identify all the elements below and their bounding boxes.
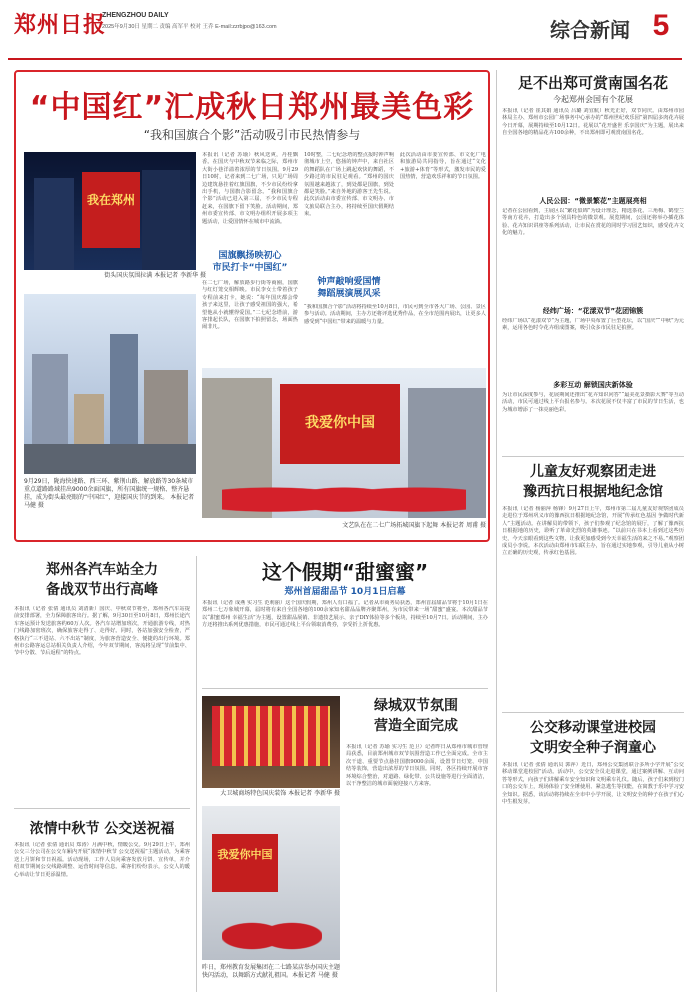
green-photo2-caption: 昨日，郑州教育发展集团在二七路某店举办国庆主题快闪活动，以舞蹈方式献礼祖国。本报记者 马健 摄: [202, 964, 341, 979]
flower-subhead-c: 多彩互动 解锁国庆新体验: [553, 381, 633, 389]
lead-subhead-a: 国旗飘扬映初心 市民打卡“中国红”: [212, 251, 288, 273]
dance-screen-text: 我爱你中国: [280, 384, 400, 464]
green-photo-caption: 大卫城商场特色国庆装饰 本报记者 李新华 摄: [220, 790, 340, 797]
screen-text: 我在郑州: [82, 172, 140, 248]
green-title: 绿城双节氛围 营造全面完成: [374, 698, 458, 734]
mid-autumn-body: 本报讯（记者 张倩 通讯员 郑涛）月满中秋，情暖公交。9月29日上午，郑州公交三分公司在公交车厢内开展“浓情中秋节 公交送祝福”主题活动，为乘客送上月饼和节日祝福。活动现场，工作人员向乘客发放月饼、宣传单，并介绍双节期间公交线路调整、运营时间等信息。乘客们纷纷表示，公交人的暖心举动让节日更添温情。: [14, 842, 190, 878]
lead-body-d: 10时整，二七纪念塔的整点报时钟声响彻城市上空，悠扬的钟声中，来自社区的舞蹈队在广场上跳起欢快的舞蹈，不少路过的市民驻足观看。“郑州的国庆氛围越来越浓了，到处都是国旗，到处都是笑脸。”来自外地的游客王先生说。此次活动由市委宣传部、市文明办、市文旅局联合主办，将持续至国庆假期结束。: [304, 152, 394, 218]
lead-photo-dance: [202, 368, 486, 518]
green-photo-flashmob: [202, 806, 340, 960]
autos-title: 郑州各汽车站全力 备战双节出行高峰: [46, 562, 158, 598]
holiday-title: 这个假期“甜蜜蜜”: [261, 560, 429, 584]
paper-english-name: ZHENGZHOU DAILY: [102, 12, 169, 19]
paper-meta: 2025年9月30日 星期二 责编 高军平 校对 王乔 E-mail:zzrbjpo@163.com: [102, 24, 277, 30]
section-name: 综合新闻: [550, 18, 630, 42]
flower-body-a: 记者在公园看到，主展区以“繁花似锦”为设计理念，精选茶花、三角梅、鹤望兰等南方花卉，打造出多个别具特色的微景观。展览期间，公园还将举办插花体验、花卉知识讲座等系列活动，让市民在赏花的同时学习园艺知识，感受花卉文化的魅力。: [502, 208, 684, 237]
lead-body-a: 本报讯（记者 苏瑜）秋风送爽，丹桂飘香。在国庆与中秋双节来临之际，郑州市大街小巷洋溢着浓厚的节日氛围。9月29日10时，记者来到二七广场，只见广场周边建筑悬挂着红旗国旗，不少市民纷纷拿出手机，与国旗合影留念。“我和国旗合个影”活动已进入第三届，不少市民专程赶来，在国旗下留下笑脸。活动期间，郑州市委宣传部、市文明办组织开展多项主题活动，让爱国情怀在城市中流淌。: [202, 152, 298, 225]
page-number: 5: [640, 8, 682, 44]
holiday-body: 本报讯（记者 成燕 实习生 范莉丽）这个国庆假期，郑州人有口福了。记者从市商务局获悉，郑州首届甜品节将于10月1日在郑州二七万象城开幕，届时将有来自全国各地的100余家知名甜品品牌齐聚郑州，为市民带来一场“甜蜜”盛宴。本次甜品节以“甜蜜郑州 幸福生活”为主题，设置甜品展销、非遗技艺展示、亲子DIY体验等多个板块，持续至10月7日。活动期间，主办方还将推出系列优惠措施，市民可通过线上平台领取消费券，享受折上折优惠。: [202, 600, 488, 629]
bus-class-body: 本报讯（记者 张倩 通讯员 郭萍）近日，郑州公交集团联合多所小学开展“公交移动课堂进校园”活动。活动中，公交安全员走进课堂，通过案例讲解、互动问答等形式，向孩子们讲解乘车安全知识和文明乘车礼仪。随后，孩子们来到校门口的公交车上，现场体验了安全锤使用、紧急逃生等技能，在寓教于乐中学习安全知识。据悉，该活动将持续在全市中小学开展，让文明安全的种子在孩子们心中生根发芽。: [502, 762, 684, 806]
lead-photo2-caption: 9月29日，陇海快速路、西三环、紫荆山路、解放路等30条城市重点道路路域挂出9000余面国旗，所有国旗统一规格、整齐悬挂，成为街头最亮眼的“中国红”，迎接国庆节的到来。 本报记者 马健 摄: [24, 478, 195, 509]
col-divider-right: [496, 70, 497, 992]
lead-body-c: “我和国旗合个影”活动将持续至10月8日，市民可到全市各大广场、公园、景区参与活动。活动期间，主办方还将评选优秀作品，在全市范围内展出，让更多人感受到“中国红”带来的温暖与力量。: [304, 304, 486, 325]
lead-body-b: 在二七广场，解放路步行街等商圈，国旗与红灯笼交相辉映。市民李女士带着孩子专程前来打卡，她说：“每年国庆都会带孩子来这里，让孩子感受祖国的强大，希望他从小就懂得爱国。”二七纪念塔前，游客排起长队，在国旗下拍照留念，场面热闹非凡。: [202, 280, 298, 331]
lead-subhead-b: 钟声敲响爱国情 舞蹈展演展风采: [317, 277, 381, 299]
lead-story-box: [14, 70, 490, 542]
green-body: 本报讯（记者 苏瑜 实习生 范卫）记者昨日从郑州市城市管理局获悉，目前郑州城市双节氛围营造工作已全面完成。全市主次干道、重要节点悬挂国旗9000余面，设置节日灯笼、中国结等装饰，营造出浓厚的节日氛围。同时，各区持续开展市容环境综合整治，对道路、绿化带、公共设施等进行全面清洁，以干净整洁的城市面貌迎接八方来客。: [346, 744, 488, 788]
bus-class-title: 公交移动课堂进校园 文明安全种子润童心: [530, 720, 656, 756]
holiday-subtitle: 郑州首届甜品节 10月1日启幕: [284, 587, 406, 597]
children-body: 本报讯（记者 杨丽萍 杨锋）9月27日上午，郑州市第二届儿童友好观察团成员走进位于郑州巩义市的豫西抗日根据地纪念馆，开展“传承红色基因 争做时代新人”主题活动。在讲解员的带领下，孩子们参观了纪念馆的展厅，了解了豫西抗日根据地的历史，聆听了革命先烈的英雄事迹。“以前只在书本上看到过这些历史，今天亲眼看到这些文物，让我更加感受到今天幸福生活的来之不易。”观察团成员小李说。本次活动由郑州市妇联主办，旨在通过实地参观，引导儿童从小树立正确的历史观，传承红色基因。: [502, 506, 684, 557]
flower-subhead-b: 经纬广场：“花漾双节”花团锦簇: [542, 307, 644, 315]
col-divider-1: [196, 556, 197, 992]
lead-photo-city-flags: [24, 294, 196, 474]
flashmob-screen-text: 我爱你中国: [212, 834, 278, 892]
paper-logo: 郑州日报: [14, 12, 107, 38]
mid-autumn-title: 浓情中秋节 公交送祝福: [29, 821, 175, 837]
flower-body-c: 为让市民深度参与，花展期间还推出“花卉知识问答”“最美花景摄影大赛”等互动活动，市民可通过线上平台报名参与。本次花展不仅丰富了市民的节日生活，也为城市增添了一抹亮丽色彩。: [502, 392, 684, 413]
left-col-rule: [14, 808, 190, 809]
autos-body: 本报讯（记者 张倩 通讯员 刘清新）国庆、中秋双节将至，郑州各汽车站提前安排部署，全力保障旅客出行。据了解，9月30日至10月8日，郑州长途汽车客运预计发送旅客约60万人次。各汽车站增加班次，开通旅游专线，对热门线路加密班次，确保旅客走得了、走得好。同时，各站加强安全检查，严格执行“三不进站、六不出站”制度，为旅客营造安全、便捷的出行环境。郑州市公路客运总站相关负责人介绍，今年双节期间，客流将呈现“节前集中、节中分散、节后返程”的特点。: [14, 606, 190, 657]
flower-body: 本报讯（记者 崔其娟 通讯员 吕璐 刘宜航）秋光正好，双节同庆。由郑州市园林局主办、郑州市公园广场事务中心承办的“郑州世纪欢乐园”第四届多肉花卉展今日开幕，展期持续至10月12日。花展以“花开盛世 乐享国庆”为主题，展出来自全国各地的精品花卉100余种，不出郑州即可观赏南国名花。: [502, 108, 684, 137]
lead-photo3-caption: 文艺队在在二七广场拓城国旗下起舞 本报记者 周甫 摄: [342, 522, 486, 529]
header-rule: [8, 58, 682, 60]
flower-subhead-a: 人民公园：“微景繁花”主题展亮相: [539, 197, 647, 205]
children-title: 儿童友好观察团走进 豫西抗日根据地纪念馆: [523, 464, 663, 500]
mid-rule: [202, 688, 488, 689]
lead-body-e: 此次活动由市委宣传部、市文化广电和旅游局共同指导，旨在通过“文化+旅游+体育”等形式，激发市民的爱国热情，营造欢乐祥和的节日氛围。: [400, 152, 486, 181]
right-rule-1: [502, 456, 684, 457]
lead-title: “中国红”汇成秋日郑州最美色彩: [29, 90, 475, 125]
flower-body-b: 经纬广场以“花漾双节”为主题，广场中央布置了巨型花坛，以“国庆”“中秋”为元素，运用各色时令花卉组成图案，吸引众多市民驻足拍照。: [502, 318, 684, 332]
flower-subtitle: 今起郑州会国有个花展: [553, 95, 633, 104]
lead-subtitle: “我和国旗合个影”活动吸引市民热情参与: [143, 128, 361, 142]
masthead: [8, 4, 682, 64]
lead-photo1-caption: 街头国庆氛围拉满 本报记者 李新华 摄: [104, 272, 206, 279]
green-photo-mall: [202, 696, 340, 788]
flower-title: 足不出郑可赏南国名花: [517, 74, 668, 92]
lead-photo-night-screen: [24, 152, 196, 270]
right-rule-2: [502, 712, 684, 713]
